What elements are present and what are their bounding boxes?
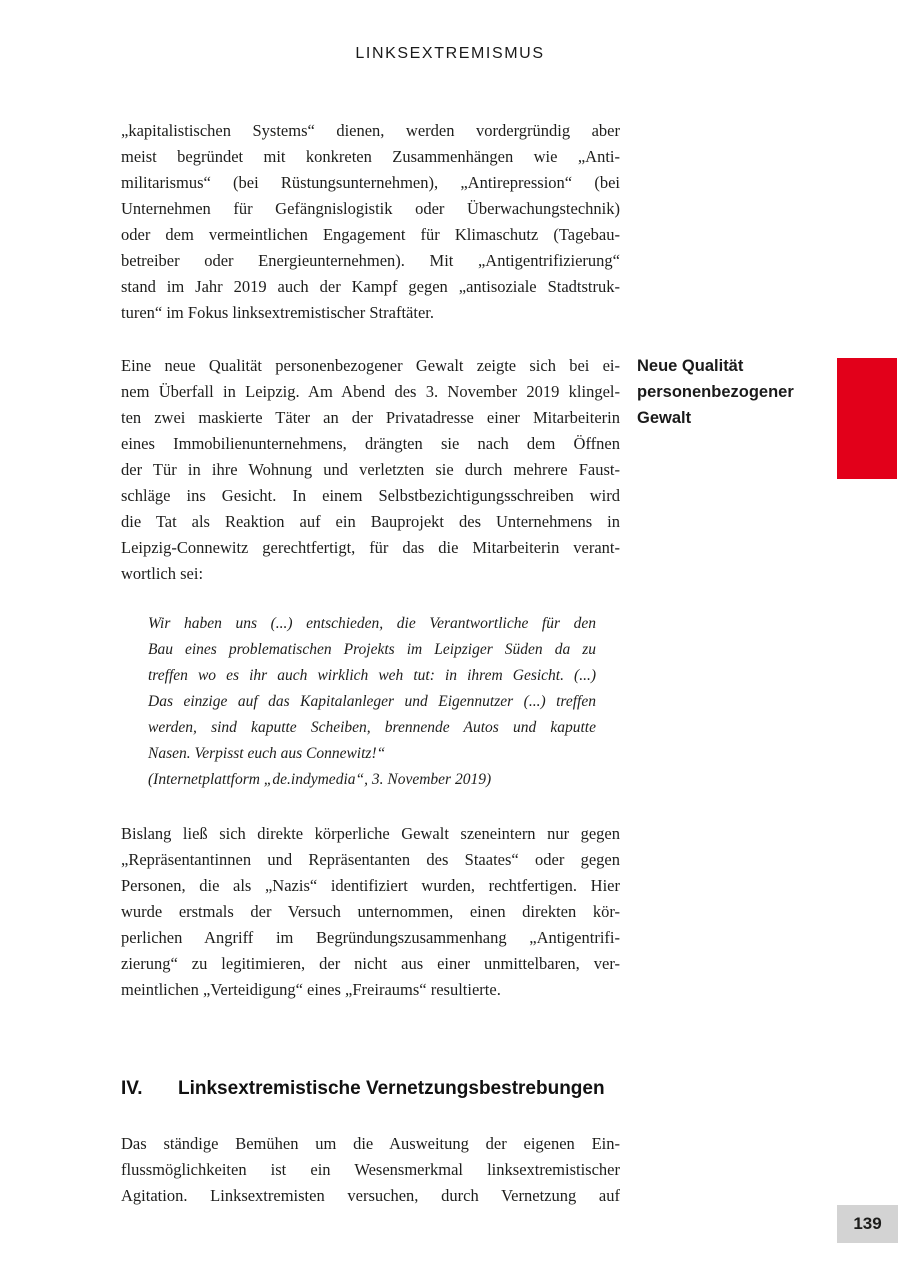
text-line: flussmöglichkeiten ist ein Wesensmerkmal linksextremistischer bbox=[121, 1160, 620, 1179]
text-line: Das einzige auf das Kapitalanleger und Eigennutzer (...) treffen bbox=[148, 693, 596, 710]
block-quote bbox=[148, 611, 596, 793]
quote-lines bbox=[148, 611, 596, 767]
text-line: meintlichen „Verteidigung“ eines „Freiraums“ resultierte. bbox=[121, 980, 501, 999]
text-line: meist begründet mit konkreten Zusammenhängen wie „Anti- bbox=[121, 147, 620, 166]
text-line: Leipzig-Connewitz gerechtfertigt, für das die Mitarbeiterin verant- bbox=[121, 538, 620, 557]
paragraph-4 bbox=[121, 1131, 620, 1209]
section-heading bbox=[121, 1078, 641, 1100]
text-line: Bislang ließ sich direkte körperliche Gewalt szeneintern nur gegen bbox=[121, 824, 620, 843]
text-line: zierung“ zu legitimieren, der nicht aus einer unmittelbaren, ver- bbox=[121, 954, 620, 973]
text-line: Neue Qualität bbox=[637, 357, 744, 375]
running-header: LINKSEXTREMISMUS bbox=[355, 45, 545, 62]
paragraph-2 bbox=[121, 353, 620, 587]
text-line: „kapitalistischen Systems“ dienen, werden vordergründig aber bbox=[121, 121, 620, 140]
margin-note bbox=[637, 353, 822, 431]
text-line: Das ständige Bemühen um die Ausweitung der eigenen Ein- bbox=[121, 1134, 620, 1153]
text-line: betreiber oder Energieunternehmen). Mit „Antigentrifizierung“ bbox=[121, 251, 620, 270]
text-line: oder dem vermeintlichen Engagement für Klimaschutz (Tagebau- bbox=[121, 225, 620, 244]
paragraph-1 bbox=[121, 118, 620, 326]
section-number: IV. bbox=[121, 1078, 143, 1099]
text-line: wurde erstmals der Versuch unternommen, einen direkten kör- bbox=[121, 902, 620, 921]
text-line: Unternehmen für Gefängnislogistik oder Überwachungstechnik) bbox=[121, 199, 620, 218]
text-line: ten zwei maskierte Täter an der Privatadresse einer Mitarbeiterin bbox=[121, 408, 620, 427]
quote-attribution: (Internetplattform „de.indymedia“, 3. November 2019) bbox=[148, 771, 492, 788]
text-line: perlichen Angriff im Begründungszusammenhang „Antigentrifi- bbox=[121, 928, 620, 947]
text-line: Nasen. Verpisst euch aus Connewitz!“ bbox=[148, 745, 386, 762]
text-line: Bau eines problematischen Projekts im Leipziger Süden da zu bbox=[148, 641, 596, 658]
red-accent-bar bbox=[837, 358, 897, 479]
text-line: „Repräsentantinnen und Repräsentanten des Staates“ oder gegen bbox=[121, 850, 620, 869]
text-line: militarismus“ (bei Rüstungsunternehmen), „Antirepression“ (bei bbox=[121, 173, 620, 192]
text-line: personenbezogener bbox=[637, 383, 794, 401]
text-line: schläge ins Gesicht. In einem Selbstbezichtigungsschreiben wird bbox=[121, 486, 620, 505]
text-line: eines Immobilienunternehmens, drängten sie nach dem Öffnen bbox=[121, 434, 620, 453]
text-line: nem Überfall in Leipzig. Am Abend des 3. November 2019 klingel- bbox=[121, 382, 620, 401]
text-line: turen“ im Fokus linksextremistischer Straftäter. bbox=[121, 303, 434, 322]
text-line: Personen, die als „Nazis“ identifiziert wurden, rechtfertigen. Hier bbox=[121, 876, 620, 895]
text-line: Wir haben uns (...) entschieden, die Verantwortliche für den bbox=[148, 615, 596, 632]
text-line: die Tat als Reaktion auf ein Bauprojekt des Unternehmens in bbox=[121, 512, 620, 531]
text-line: Agitation. Linksextremisten versuchen, durch Vernetzung auf bbox=[121, 1186, 620, 1205]
paragraph-3 bbox=[121, 821, 620, 1003]
text-line: der Tür in ihre Wohnung und verletzten sie durch mehrere Faust- bbox=[121, 460, 620, 479]
text-line: stand im Jahr 2019 auch der Kampf gegen „antisoziale Stadtstruk- bbox=[121, 277, 620, 296]
text-line: treffen wo es ihr auch wirklich weh tut: in ihrem Gesicht. (...) bbox=[148, 667, 596, 684]
section-title: Linksextremistische Vernetzungsbestrebungen bbox=[178, 1078, 605, 1099]
page-number-badge: 139 bbox=[837, 1205, 898, 1243]
text-line: Eine neue Qualität personenbezogener Gewalt zeigte sich bei ei- bbox=[121, 356, 620, 375]
text-line: wortlich sei: bbox=[121, 564, 204, 583]
text-line: Gewalt bbox=[637, 409, 692, 427]
text-line: werden, sind kaputte Scheiben, brennende Autos und kaputte bbox=[148, 719, 596, 736]
